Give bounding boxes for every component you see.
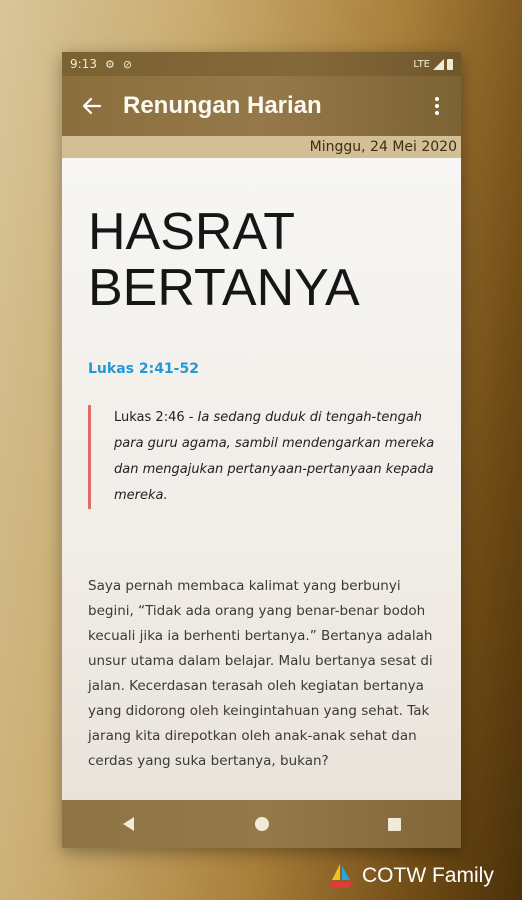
square-recents-icon: [388, 818, 401, 831]
app-bar: [62, 76, 461, 136]
signal-icon: [433, 59, 444, 70]
key-verse-quote: [88, 405, 450, 509]
status-time: 9:13: [70, 57, 97, 71]
triangle-back-icon: [123, 817, 134, 831]
key-verse-reference: Lukas 2:46 -: [114, 410, 198, 425]
article-title-line1: HASRAT: [88, 203, 296, 261]
article-paragraph: Saya pernah membaca kalimat yang berbunyi begini, “Tidak ada orang yang benar-benar bodoh kecuali jika ia berhenti bertanya.” Bertanya adalah unsur utama dalam belajar. Malu bertanya sesat di jalan. Kecerdasan terasah oleh kegiatan bertanya yang didorong oleh keingintahuan yang sehat. Tak jarang kita direpotkan oleh anak-anak sehat dan cerdas yang suka bertanya, bukan?: [88, 578, 433, 769]
brand-watermark: [326, 858, 494, 894]
nav-home-button[interactable]: [242, 804, 282, 844]
status-bar: [62, 52, 461, 76]
article-title: [88, 204, 448, 316]
system-nav-bar: [62, 800, 461, 848]
more-vertical-icon[interactable]: [427, 91, 447, 121]
date-bar: [62, 136, 461, 158]
sync-status-icon: ⊘: [122, 57, 133, 71]
brand-label: COTW Family: [362, 864, 494, 887]
devotion-date: Minggu, 24 Mei 2020: [309, 139, 457, 155]
cotw-logo-icon: [326, 861, 356, 891]
nav-back-button[interactable]: [109, 804, 149, 844]
phone-screen: [62, 52, 461, 848]
circle-home-icon: [255, 817, 269, 831]
key-verse-text: Ia sedang duduk di tengah-tengah para guru agama, sambil mendengarkan mereka dan mengajukan pertanyaan-pertanyaan kepada mereka.: [114, 410, 435, 503]
article-title-line2: BERTANYA: [88, 259, 360, 317]
article-content[interactable]: [62, 158, 461, 800]
network-type: LTE: [413, 58, 430, 70]
status-right-group: [413, 59, 453, 70]
nav-recents-button[interactable]: [375, 804, 415, 844]
app-title: Renungan Harian: [123, 92, 322, 119]
settings-status-icon: ⚙: [104, 57, 115, 71]
battery-icon: [447, 59, 453, 70]
arrow-left-icon[interactable]: [77, 91, 107, 121]
scripture-reference-link[interactable]: Lukas 2:41-52: [88, 361, 199, 377]
